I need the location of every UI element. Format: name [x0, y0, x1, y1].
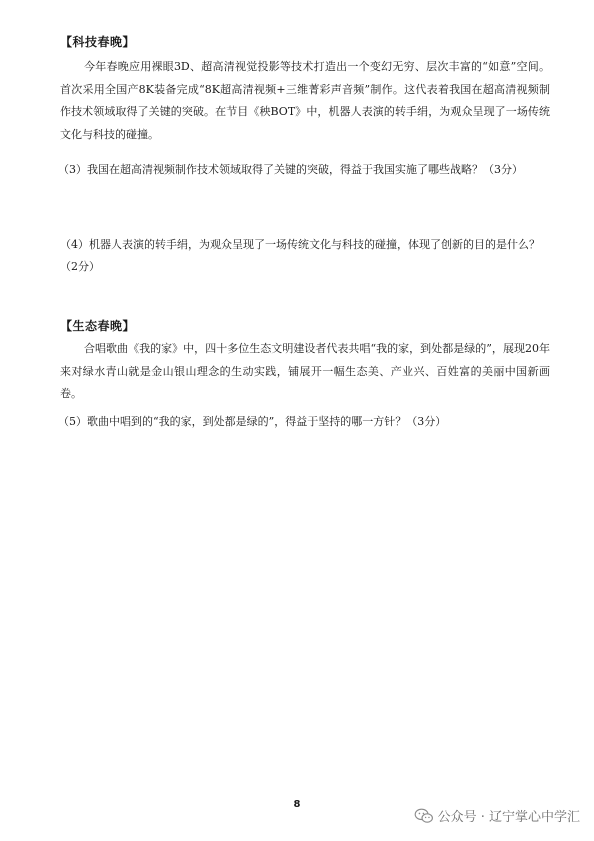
question-4: （4）机器人表演的转手绢，为观众呈现了一场传统文化与科技的碰撞，体现了创新的目的是什么？（2分）	[60, 238, 540, 273]
question-3: （3）我国在超高清视频制作技术领域取得了关键的突破，得益于我国实施了哪些战略？（3分）	[58, 163, 523, 176]
question-5: （5）歌曲中唱到的“我的家，到处都是绿的”，得益于坚持的哪一方针？（3分）	[58, 415, 447, 428]
section-paragraph-eco: 合唱歌曲《我的家》中，四十多位生态文明建设者代表共唱“我的家，到处都是绿的”，展现20年来对绿水青山就是金山银山理念的生动实践，铺展开一幅生态美、产业兴、百姓富的美丽中国新画卷。	[60, 342, 550, 400]
page-number: 8	[293, 799, 301, 810]
section-paragraph-tech: 今年春晚应用裸眼3D、超高清视觉投影等技术打造出一个变幻无穷、层次丰富的“如意”空间。首次采用全国产8K装备完成“8K超高清视频+三维菁彩声音频”制作。这代表着我国在超高清视频制作技术领域取得了关键的突破。在节目《秧BOT》中，机器人表演的转手绢，为观众呈现了一场传统文化与科技的碰撞。	[60, 60, 550, 141]
section-heading-eco: 【生态春晚】	[60, 319, 136, 333]
watermark	[414, 806, 580, 825]
wechat-icon	[414, 808, 434, 824]
watermark-text: 公众号 · 辽宁掌心中学汇	[437, 810, 580, 825]
section-heading-tech: 【科技春晚】	[60, 35, 136, 49]
